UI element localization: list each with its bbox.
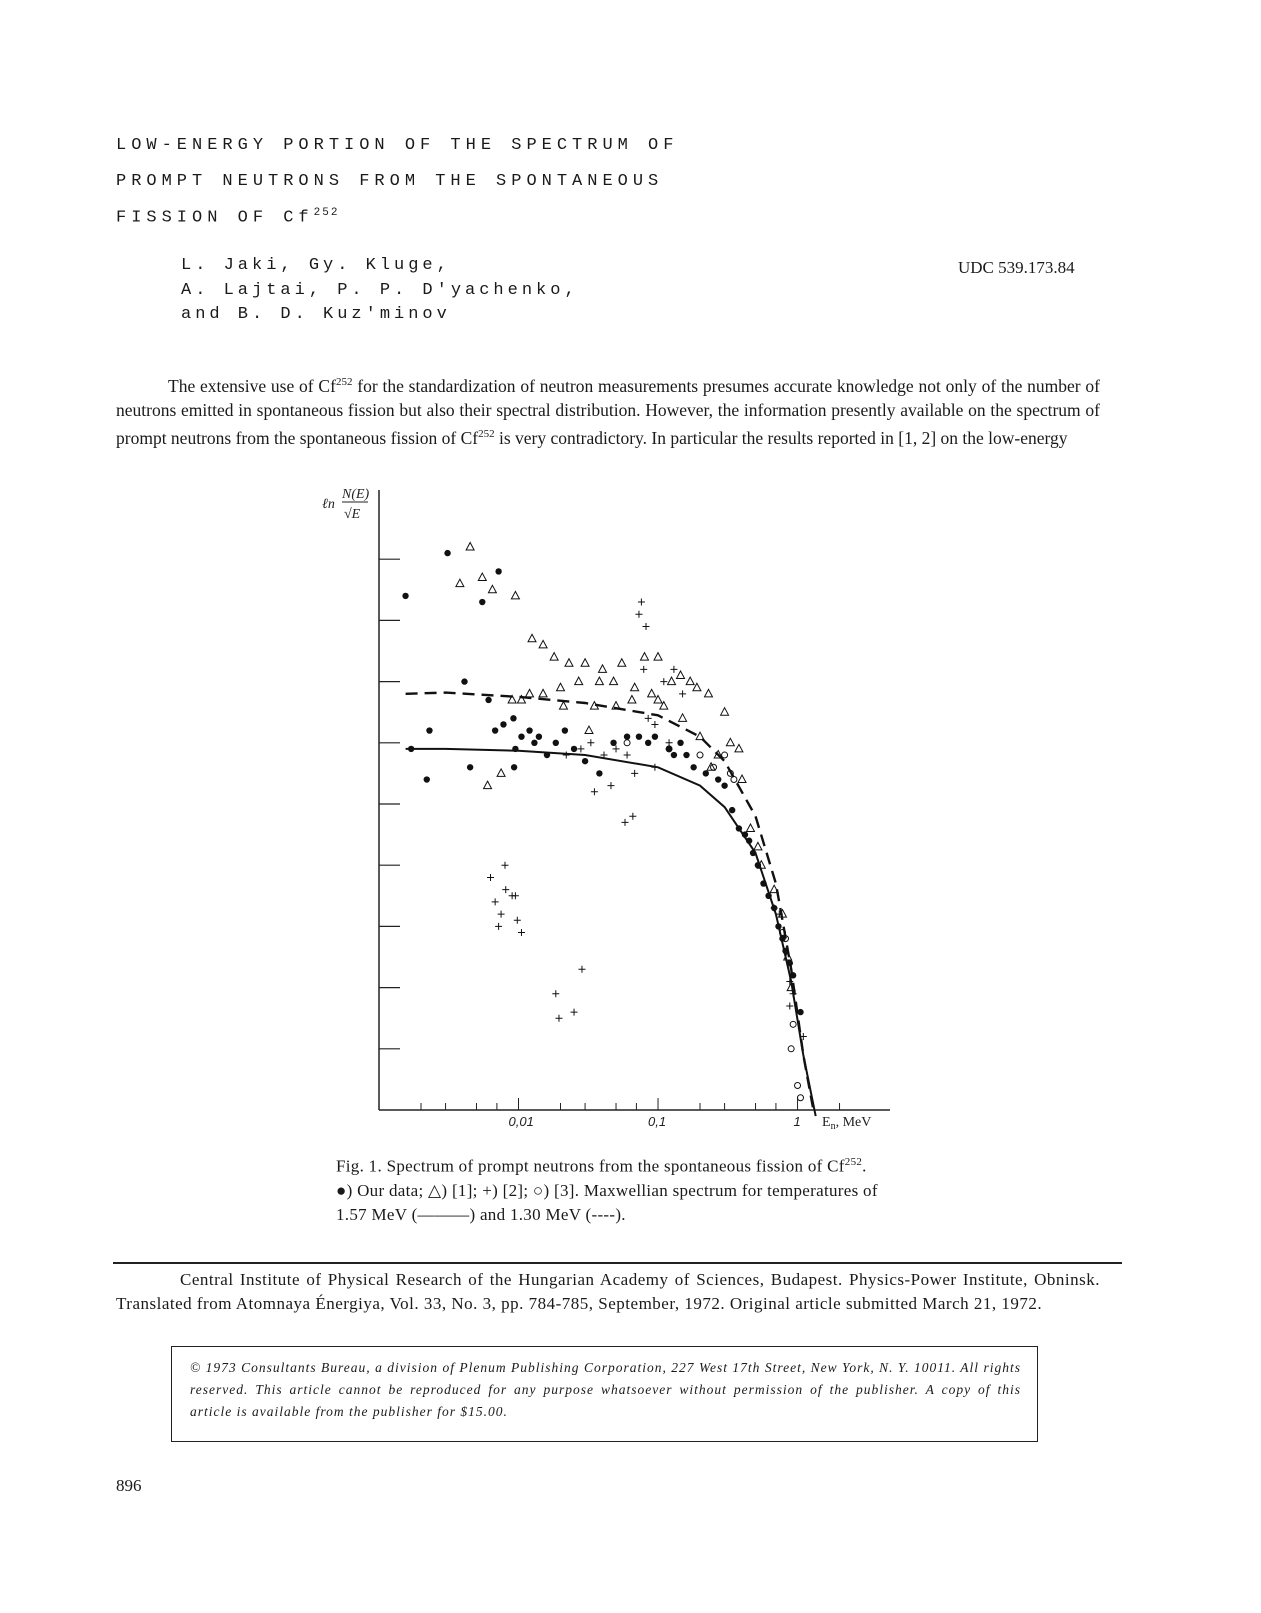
our-data-point [571,746,577,752]
ref2-data-point [607,782,614,789]
ref1-data-point [610,677,618,685]
our-data-point [787,960,793,966]
our-data-point [765,893,771,899]
title-line-2: PROMPT NEUTRONS FROM THE SPONTANEOUS [116,172,664,191]
ref2-data-point [552,990,559,997]
ref2-data-point [514,917,521,924]
ref2-data-point [591,788,598,795]
our-data-point [645,740,651,746]
caption-text-1: Spectrum of prompt neutrons from the spontaneous fission of Cf [382,1156,845,1176]
our-data-point [736,825,742,831]
x-ticks [379,1098,840,1110]
ref1-data-point [746,824,754,832]
x-label-e: E [822,1115,831,1130]
ref3-data-point [795,1083,801,1089]
ref1-data-point [738,775,746,783]
x-tick-label-0.1: 0,1 [648,1114,667,1129]
maxwellian-1.30mev-curve [406,693,814,1110]
footnote-rule [113,1262,1122,1264]
udc-code: UDC 539.173.84 [958,258,1075,277]
intro-sup-2: 252 [478,427,495,440]
ref1-data-point [497,769,505,777]
our-data-point [426,727,432,733]
our-data-point [677,740,683,746]
ref3-data-point [722,752,728,758]
our-data-point [512,746,518,752]
our-data-point [511,764,517,770]
our-data-point [636,733,642,739]
data-markers [402,542,806,1100]
ref1-data-point [599,665,607,673]
ref2-data-point [645,715,652,722]
ref1-data-point [526,689,534,697]
ref1-data-point [726,738,734,746]
ref2-data-point [492,898,499,905]
intro-text-1: The extensive use of Cf [168,375,336,396]
our-data-point [671,752,677,758]
ref1-data-point [575,677,583,685]
ref2-data-point [613,745,620,752]
our-data-point [510,715,516,721]
ref2-data-point [624,752,631,759]
caption-fig-label: Fig. 1. [336,1156,383,1176]
copyright-text: © 1973 Consultants Bureau, a division of Plenum Publishing Corporation, 227 West 17th Street, New York, N. Y. 10011. All rights reserved. This article cannot be reproduced for any purpose whatsoever without permission of the publisher. A copy of this article is available from the publisher for $15.00. [190,1360,1021,1419]
ref1-data-point [648,689,656,697]
author-line-2: A. Lajtai, P. P. D'yachenko, [181,281,579,300]
ref3-data-point [624,740,630,746]
ref1-data-point [550,653,558,661]
ref1-data-point [618,659,626,667]
ref2-data-point [501,862,508,869]
ref1-data-point [565,659,573,667]
y-label-numerator: N(E) [342,487,370,502]
x-tick-label-0.01: 0,01 [508,1114,534,1129]
ref2-data-point [651,721,658,728]
ref1-data-point [721,708,729,716]
our-data-point [553,740,559,746]
our-data-point [690,764,696,770]
our-data-point [531,740,537,746]
ref2-data-point [771,905,778,912]
our-data-point [544,752,550,758]
our-data-point [536,733,542,739]
our-data-point [596,770,602,776]
ref1-data-point [488,585,496,593]
ref1-data-point [754,842,762,850]
ref1-data-point [679,714,687,722]
our-data-point [715,776,721,782]
ref1-data-point [581,659,589,667]
x-label-unit: , MeV [835,1115,872,1130]
our-data-point [742,831,748,837]
ref1-data-point [585,726,593,734]
ref2-data-point [670,666,677,673]
our-data-point [746,838,752,844]
ref2-data-point [786,1002,793,1009]
ref2-data-point [498,911,505,918]
ref1-data-point [735,744,743,752]
x-tick-label-1: 1 [793,1114,801,1129]
ref2-data-point [502,886,509,893]
our-data-point [408,746,414,752]
ref1-data-point [484,781,492,789]
spectrum-figure [300,480,900,1140]
intro-text-3: is very contradictory. In particular the results reported in [1, 2] on the low-energy [494,427,1068,448]
ref2-data-point [638,599,645,606]
ref2-data-point [651,764,658,771]
ref1-data-point [641,653,649,661]
ref1-data-point [478,573,486,581]
caption-sup: 252 [844,1156,863,1168]
title-isotope-mass: 252 [313,207,340,219]
ref3-data-point [797,1095,803,1101]
x-label-sub: n [830,1121,836,1132]
ref1-data-point [539,689,547,697]
ref2-data-point [622,819,629,826]
our-data-point [492,727,498,733]
our-data-point [790,972,796,978]
ref3-data-point [790,1021,796,1027]
ref1-data-point [704,689,712,697]
title-line-3-text: FISSION OF Cf [116,208,314,228]
our-data-point [624,733,630,739]
ref2-data-point [642,623,649,630]
our-data-point [683,752,689,758]
affiliation-footnote [116,1268,1100,1316]
ref1-data-point [595,677,603,685]
footnote-text: Central Institute of Physical Research of the Hungarian Academy of Sciences, Budapest. Physics-Power Institute, Obninsk. Translated from Atomnaya Énergiya, Vol. 33, No. 3, pp. 784-785, September, 1972. Original article submitted March 21, 1972. [116,1270,1100,1313]
ref1-data-point [677,671,685,679]
x-axis-label [822,1115,871,1132]
ref3-data-point [731,777,737,783]
our-data-point [610,740,616,746]
author-line-3: and B. D. Kuz'minov [181,305,451,324]
ref2-data-point [679,690,686,697]
our-data-point [467,764,473,770]
y-label-prefix: ℓn [322,497,335,512]
ref2-data-point [587,739,594,746]
ref3-data-point [697,752,703,758]
maxwellian-curves [406,693,816,1117]
our-data-point [797,1009,803,1015]
ref2-data-point [518,929,525,936]
our-data-point [729,807,735,813]
intro-text-2: for the standardization of neutron measurements presumes accurate knowledge not only of the number of neutrons emitted in spontaneous fission but also their spectral distribution. However, the information presently available on the spectrum of prompt neutrons from the spontaneous fission of Cf [116,375,1101,448]
ref1-data-point [668,677,676,685]
caption-text-2: . ●) Our data; △) [1]; +) [2]; ○) [3]. Maxwellian spectrum for temperatures of 1.57 MeV (———) and 1.30 MeV (----). [336,1156,878,1224]
our-data-point [652,733,658,739]
our-data-point [402,593,408,599]
our-data-point [461,678,467,684]
page-number: 896 [116,1476,142,1495]
ref2-data-point [660,678,667,685]
ref2-data-point [790,990,797,997]
our-data-point [703,770,709,776]
ref1-data-point [466,542,474,550]
ref1-data-point [559,702,567,710]
ref2-data-point [577,745,584,752]
maxwellian-1.57mev-curve [406,749,816,1116]
ref2-data-point [640,666,647,673]
ref2-data-point [563,752,570,759]
ref3-data-point [788,1046,794,1052]
figure-caption [336,1150,886,1227]
our-data-point [582,758,588,764]
ref2-data-point [631,770,638,777]
our-data-point [750,850,756,856]
our-data-point [775,923,781,929]
title-line-3 [116,207,339,228]
ref2-data-point [495,923,502,930]
our-data-point [444,550,450,556]
ref1-data-point [511,591,519,599]
intro-paragraph [116,370,1100,450]
ref1-data-point [654,653,662,661]
ref1-data-point [686,677,694,685]
author-line-1: L. Jaki, Gy. Kluge, [181,256,451,275]
our-data-point [485,697,491,703]
ref2-data-point [487,874,494,881]
ref2-data-point [555,1015,562,1022]
our-data-point [424,776,430,782]
ref2-data-point [571,1009,578,1016]
our-data-point [479,599,485,605]
ref1-data-point [631,683,639,691]
our-data-point [721,782,727,788]
ref2-data-point [512,892,519,899]
our-data-point [518,733,524,739]
copyright-notice [171,1346,1038,1442]
ref1-data-point [539,640,547,648]
intro-sup-1: 252 [335,376,353,388]
our-data-point [562,727,568,733]
ref2-data-point [635,611,642,618]
our-data-point [526,727,532,733]
our-data-point [760,880,766,886]
ref1-data-point [557,683,565,691]
ref1-data-point [628,695,636,703]
ref2-data-point [666,739,673,746]
our-data-point [495,568,501,574]
ref1-data-point [528,634,536,642]
title-line-1: LOW-ENERGY PORTION OF THE SPECTRUM OF [116,136,679,155]
y-ticks [379,559,400,1049]
our-data-point [500,721,506,727]
ref2-data-point [578,966,585,973]
y-label-denominator: √E [344,507,361,522]
ref1-data-point [456,579,464,587]
ref2-data-point [629,813,636,820]
